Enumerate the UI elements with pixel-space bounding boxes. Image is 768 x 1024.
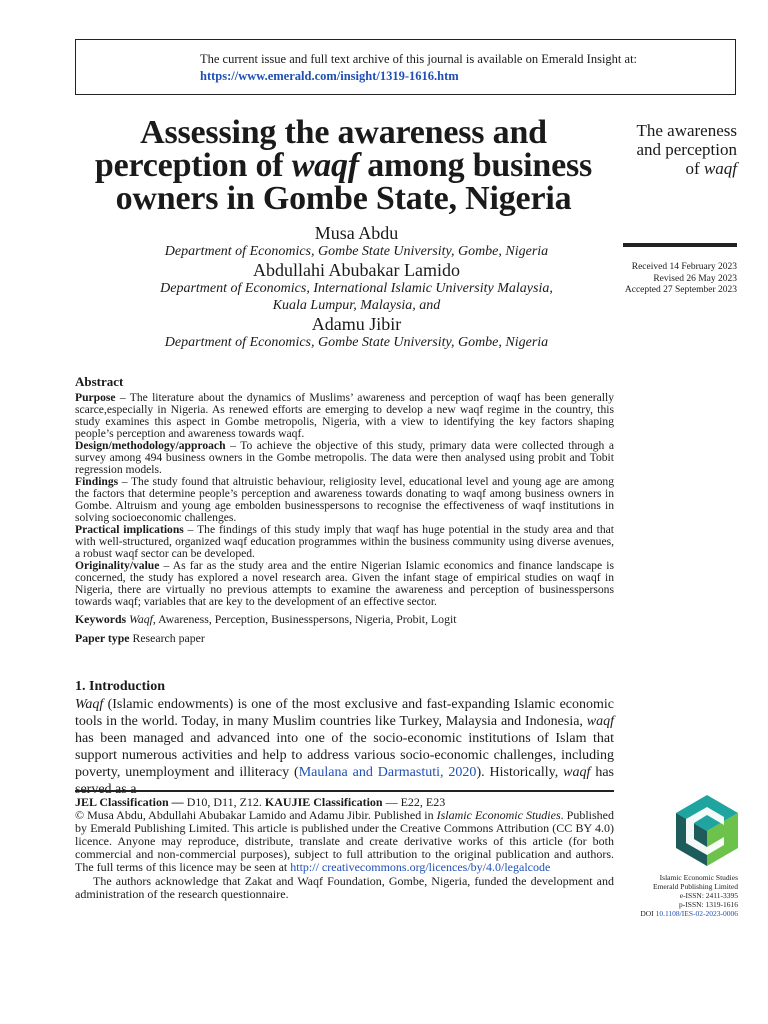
journal-info xyxy=(608,873,738,918)
header-notice-box xyxy=(75,39,736,95)
side-divider xyxy=(623,243,737,247)
author-affiliation: Department of Economics, Gombe State University, Gombe, Nigeria xyxy=(164,335,549,350)
journal-name: Islamic Economic Studies xyxy=(659,873,738,882)
author-name: Abdullahi Abubakar Lamido xyxy=(253,260,460,280)
pissn: p-ISSN: 1319-1616 xyxy=(679,900,738,909)
abstract-practical: Practical implications – The findings of this study imply that waqf has huge potential in the study area and that with well-structured, organized waqf education programmes within the business community using diverse avenues, a robust waqf sector can be developed. xyxy=(75,523,614,560)
footnotes xyxy=(75,796,614,901)
abstract-purpose: Purpose – The literature about the dynamics of Muslims’ awareness and perception of waqf has been generally scarce,especially in Nigeria. As renewed efforts are emerging to develop a new waqf regime in the country, this study examines this aspect in Gombe metropolis, Nigeria, with a view to identifying the key factors shaping people’s perception and awareness towards waqf. xyxy=(75,391,614,440)
revised-date: Revised 26 May 2023 xyxy=(653,273,737,284)
running-title: The awareness and perception of waqf xyxy=(636,121,737,178)
keywords: Keywords Waqf, Awareness, Perception, Businesspersons, Nigeria, Probit, Logit xyxy=(75,612,457,626)
introduction-section xyxy=(75,679,614,798)
eissn: e-ISSN: 2411-3395 xyxy=(679,891,738,900)
introduction-heading: 1. Introduction xyxy=(75,679,165,694)
acknowledgement: The authors acknowledge that Zakat and Waqf Foundation, Gombe, Nigeria, funded the development and administration of the research questionnaire. xyxy=(75,874,614,901)
citation-link[interactable]: Maulana and Darmastuti, 2020 xyxy=(298,765,477,780)
paper-type: Paper type Research paper xyxy=(75,631,205,645)
doi-link[interactable]: 10.1108/IES-02-2023-0006 xyxy=(655,909,738,918)
copyright-notice: © Musa Abdu, Abdullahi Abubakar Lamido and Adamu Jibir. Published in Islamic Economic Studies. Published by Emerald Publishing Limited. This article is published under the Creative Commons Attribution (CC BY 4.0) licence. Anyone may reproduce, distribute, translate and create derivative works of this article (for both commercial and non-commercial purposes), subject to full attribution to the original publication and authors. The full terms of this licence may be seen at http:// creativecommons.org/licences/by/4.0/legalcode xyxy=(75,808,614,874)
author-affiliation: Department of Economics, International Islamic University Malaysia, xyxy=(160,281,553,296)
journal-url-link[interactable]: https://www.emerald.com/insight/1319-1616.htm xyxy=(200,69,459,83)
archive-notice: The current issue and full text archive of this journal is available on Emerald Insight at: xyxy=(200,52,638,66)
abstract-design: Design/methodology/approach – To achieve the objective of this study, primary data were collected through a survey among 494 business owners in the Gombe metropolis. The data were then analysed using probit and Tobit regression models. xyxy=(75,439,614,476)
author-name: Adamu Jibir xyxy=(311,314,402,334)
classification-line: JEL Classification — D10, D11, Z12. KAUJIE Classification — E22, E23 xyxy=(75,795,446,809)
author-name: Musa Abdu xyxy=(314,223,399,243)
received-date: Received 14 February 2023 xyxy=(631,262,737,272)
abstract-heading: Abstract xyxy=(75,374,124,389)
author-list xyxy=(75,223,638,351)
abstract-section xyxy=(75,376,614,644)
abstract-findings: Findings – The study found that altruistic behaviour, religiosity level, educational level and young age are among the factors that determine people’s perception and awareness towards donating to waqf among business owners in Gombe. Altruism and young age embolden businesspersons to recognise the effectiveness of waqf institutions in solving socioeconomic challenges. xyxy=(75,475,614,524)
footnote-divider xyxy=(75,790,614,792)
author-affiliation: Kuala Lumpur, Malaysia, and xyxy=(272,298,441,313)
abstract-originality: Originality/value – As far as the study area and the entire Nigerian Islamic economics and finance landscape is concerned, the study has explored a novel research area. Given the infant stage of empirical studies on waqf in Nigeria, there are virtually no previous attempts to examine the awareness and perception of businesspersons towards waqf; variables that are key to the development of an effective sector. xyxy=(75,559,614,608)
author-affiliation: Department of Economics, Gombe State University, Gombe, Nigeria xyxy=(164,244,549,259)
licence-link[interactable]: http:// creativecommons.org/licences/by/4.0/legalcode xyxy=(290,860,551,874)
introduction-paragraph: Waqf (Islamic endowments) is one of the most exclusive and fast-expanding Islamic economic tools in the world. Today, in many Muslim countries like Turkey, Malaysia and Indonesia, waqf has been managed and advanced into one of the socio-economic institutions of Islam that support numerous activities and help to address various socio-economic challenges, including poverty, unemployment and illiteracy (Maulana and Darmastuti, 2020). Historically, waqf has xyxy=(75,697,614,780)
paper-title: Assessing the awareness and perception of waqf among business owners in Gombe State, Nigeria xyxy=(94,114,593,217)
doi-line: DOI 10.1108/IES-02-2023-0006 xyxy=(640,909,738,918)
publisher-name: Emerald Publishing Limited xyxy=(653,882,738,891)
journal-logo-icon xyxy=(676,795,738,866)
accepted-date: Accepted 27 September 2023 xyxy=(624,285,737,295)
